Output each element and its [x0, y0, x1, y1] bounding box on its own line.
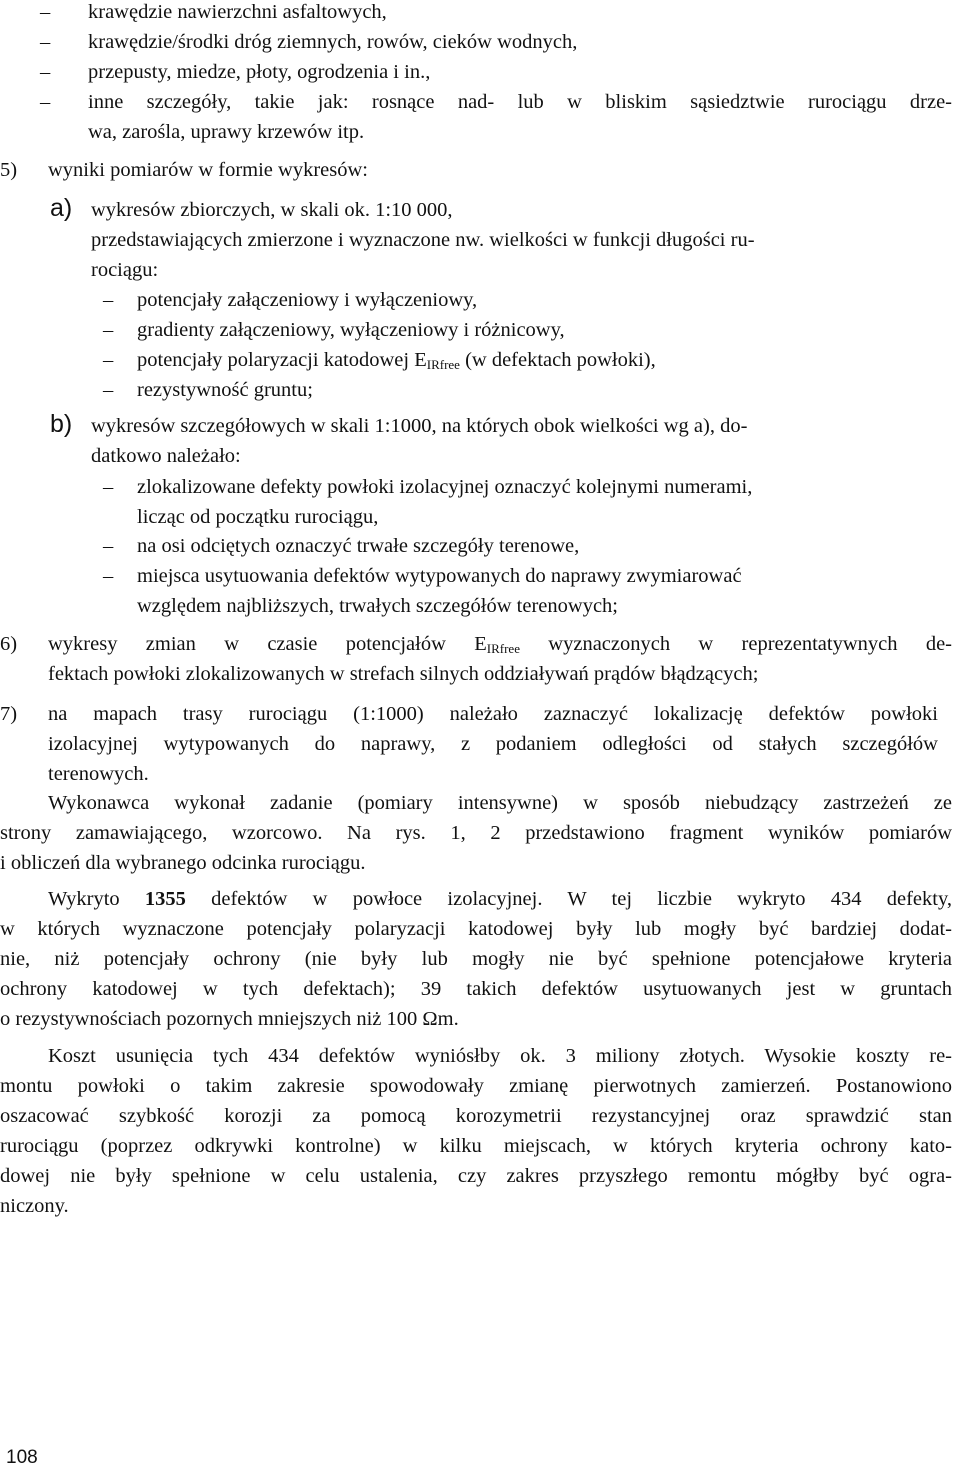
item-number: 7) [0, 703, 18, 725]
item-number: 6) [0, 633, 18, 655]
list-item: zlokalizowane defekty powłoki izolacyjnej oznaczyć kolejnymi numerami, [137, 476, 753, 498]
dash-marker: – [103, 535, 114, 557]
list-item: miejsca usytuowania defektów wytypowanych do naprawy zwymiarować [137, 565, 742, 587]
item-text: terenowych. [48, 763, 149, 785]
subscript: IRfree [486, 641, 520, 656]
paragraph-line: i obliczeń dla wybranego odcinka rurociągu. [0, 852, 366, 874]
paragraph-line: w których wyznaczone potencjały polaryzacji katodowej były lub mogły być bardziej dodat- [0, 918, 952, 940]
paragraph-line: Koszt usunięcia tych 434 defektów wyniósłby ok. 3 miliony złotych. Wysokie koszty re- [48, 1045, 952, 1067]
item-text: na mapach trasy rurociągu (1:1000) należało zaznaczyć lokalizację defektów powłoki [48, 703, 938, 725]
dash-marker: – [103, 379, 114, 401]
paragraph-line: ochrony katodowej w tych defektach); 39 takich defektów usytuowanych jest w gruntach [0, 978, 952, 1000]
list-item: przepusty, miedze, płoty, ogrodzenia i in., [88, 61, 431, 83]
list-item: inne szczegóły, takie jak: rosnące nad- lub w bliskim sąsiedztwie rurociągu drze- [88, 91, 952, 113]
list-item: gradienty załączeniowy, wyłączeniowy i różnicowy, [137, 319, 565, 341]
item-text: potencjały polaryzacji katodowej E [137, 349, 427, 371]
subitem-text: wykresów zbiorczych, w skali ok. 1:10 000, [91, 199, 453, 221]
dash-marker: – [40, 91, 51, 113]
subscript: IRfree [426, 357, 460, 372]
list-item-continuation: licząc od początku rurociągu, [137, 506, 379, 528]
paragraph-line: niczony. [0, 1195, 69, 1217]
subitem-text: wykresów szczegółowych w skali 1:1000, na których obok wielkości wg a), do- [91, 415, 748, 437]
list-item: krawędzie nawierzchni asfaltowych, [88, 1, 387, 23]
subitem-label-a: a) [50, 194, 73, 222]
text-part: Wykryto [48, 888, 145, 910]
item-number: 5) [0, 159, 18, 181]
list-item: rezystywność gruntu; [137, 379, 313, 401]
dash-marker: – [40, 61, 51, 83]
dash-marker: – [40, 1, 51, 23]
list-item-continuation: względem najbliższych, trwałych szczegółów terenowych; [137, 595, 618, 617]
subitem-text: datkowo należało: [91, 445, 241, 467]
item-text: izolacyjnej wytypowanych do naprawy, z podaniem odległości od stałych szczegółów [48, 733, 938, 755]
item-text-tail: (w defektach powłoki), [459, 349, 656, 371]
paragraph-line [48, 884, 952, 914]
text-part: defektów w powłoce izolacyjnej. W tej liczbie wykryto 434 defekty, [185, 888, 952, 910]
paragraph-line: Wykonawca wykonał zadanie (pomiary intensywne) w sposób niebudzący zastrzeżeń ze [48, 792, 952, 814]
subitem-text: rociągu: [91, 259, 159, 281]
paragraph-line: oszacować szybkość korozji za pomocą korozymetrii rezystancyjnej oraz sprawdzić stan [0, 1105, 952, 1127]
item-text: fektach powłoki zlokalizowanych w strefach silnych oddziaływań prądów błądzących; [48, 663, 759, 685]
paragraph-line: strony zamawiającego, wzorcowo. Na rys. 1, 2 przedstawiono fragment wyników pomiarów [0, 822, 952, 844]
subitem-text: przedstawiających zmierzone i wyznaczone nw. wielkości w funkcji długości ru- [91, 229, 755, 251]
list-item-continuation: wa, zarośla, uprawy krzewów itp. [88, 121, 365, 143]
paragraph-line: rurociągu (poprzez odkrywki kontrolne) w kilku miejscach, w których kryteria ochrony kato- [0, 1135, 952, 1157]
page-number: 108 [6, 1447, 38, 1468]
defect-count: 1355 [144, 888, 186, 910]
subitem-label-b: b) [50, 410, 73, 438]
paragraph-line: montu powłoki o takim zakresie spowodowały zmianę pierwotnych zamierzeń. Postanowiono [0, 1075, 952, 1097]
item-text: wyniki pomiarów w formie wykresów: [48, 159, 368, 181]
dash-marker: – [103, 319, 114, 341]
list-item: na osi odciętych oznaczyć trwałe szczegóły terenowe, [137, 535, 580, 557]
paragraph-line: dowej nie były spełnione w celu ustalenia, czy zakres przyszłego remontu mógłby być ogra- [0, 1165, 952, 1187]
item-text-part: wykresy zmian w czasie potencjałów E [48, 633, 487, 655]
paragraph-line: nie, niż potencjały ochrony (nie były lub mogły nie być spełnione potencjałowe kryteria [0, 948, 952, 970]
dash-marker: – [103, 565, 114, 587]
paragraph-line: o rezystywnościach pozornych mniejszych niż 100 Ωm. [0, 1008, 459, 1030]
list-item: krawędzie/środki dróg ziemnych, rowów, cieków wodnych, [88, 31, 578, 53]
list-item: potencjały załączeniowy i wyłączeniowy, [137, 289, 478, 311]
item-text-part: wyznaczonych w reprezentatywnych de- [519, 633, 952, 655]
dash-marker: – [103, 289, 114, 311]
dash-marker: – [103, 476, 114, 498]
dash-marker: – [103, 349, 114, 371]
dash-marker: – [40, 31, 51, 53]
